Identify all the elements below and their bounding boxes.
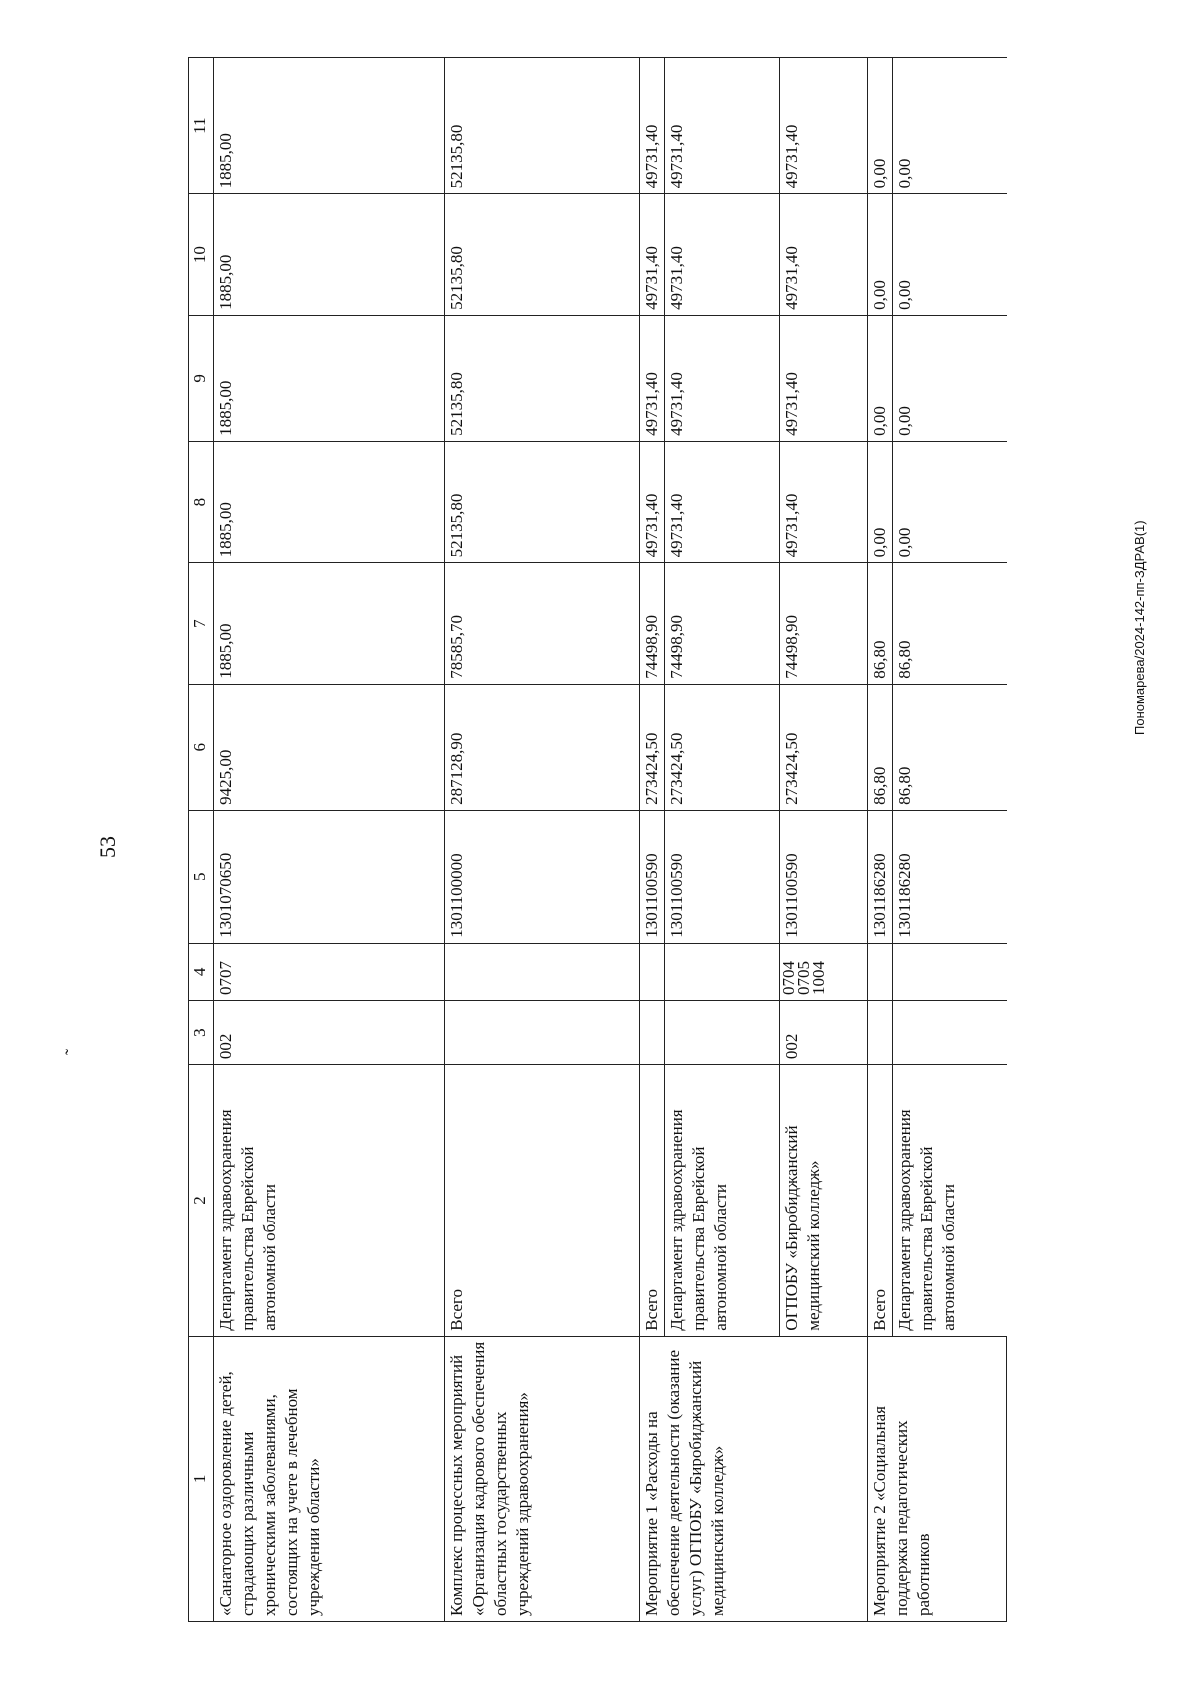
cell-year-value: 86,80 xyxy=(893,563,1007,684)
cell-year-value: 49731,40 xyxy=(665,194,780,315)
cell-year-value: 74498,90 xyxy=(640,563,665,684)
cell-csr: 1301186280 xyxy=(868,810,893,943)
col-header: 9 xyxy=(189,315,214,441)
cell-year-value: 78585,70 xyxy=(445,563,640,684)
cell-grbs xyxy=(893,1001,1007,1065)
cell-year-value: 86,80 xyxy=(868,563,893,684)
cell-csr: 1301186280 xyxy=(893,810,1007,943)
cell-csr: 1301100000 xyxy=(445,810,640,943)
cell-year-value: 1885,00 xyxy=(214,194,445,315)
col-header: 2 xyxy=(189,1065,214,1337)
cell-year-value: 49731,40 xyxy=(665,441,780,562)
cell-rzpr xyxy=(780,943,868,1000)
cell-year-value: 0,00 xyxy=(868,315,893,441)
cell-year-value: 1885,00 xyxy=(214,563,445,684)
cell-year-value: 0,00 xyxy=(893,441,1007,562)
cell-year-value: 74498,90 xyxy=(780,563,868,684)
col-header: 10 xyxy=(189,194,214,315)
cell-total: 86,80 xyxy=(868,684,893,810)
cell-rzpr xyxy=(665,943,780,1000)
cell-csr: 1301100590 xyxy=(665,810,780,943)
cell-year-value: 49731,40 xyxy=(780,315,868,441)
cell-year-value: 0,00 xyxy=(868,441,893,562)
cell-program-name: Комплекс процессных мероприятий «Организация кадрового обеспечения областных государственных учреждений здравоохранения» xyxy=(445,1336,640,1621)
cell-year-value: 49731,40 xyxy=(780,58,868,194)
cell-grbs: 002 xyxy=(780,1001,868,1065)
cell-program-name: Мероприятие 2 «Социальная поддержка педагогических работников xyxy=(868,1336,1007,1621)
cell-year-value: 49731,40 xyxy=(640,441,665,562)
document-footer: Пономарева/2024-142-пп-ЗДРАВ(1) xyxy=(1132,520,1147,735)
cell-total: 9425,00 xyxy=(214,684,445,810)
cell-year-value: 1885,00 xyxy=(214,441,445,562)
header-row xyxy=(189,58,214,1622)
cell-year-value: 49731,40 xyxy=(665,315,780,441)
cell-csr: 1301100590 xyxy=(640,810,665,943)
cell-rzpr xyxy=(893,943,1007,1000)
rzpr-code: 0704 xyxy=(779,961,798,995)
cell-csr: 1301100590 xyxy=(780,810,868,943)
scan-mark: ˜ xyxy=(62,1049,82,1055)
budget-table-container xyxy=(188,57,1007,1622)
cell-year-value: 0,00 xyxy=(893,58,1007,194)
cell-total: 287128,90 xyxy=(445,684,640,810)
cell-executor: Департамент здравоохранения правительства Еврейской автономной области xyxy=(665,1065,780,1337)
col-header: 3 xyxy=(189,1001,214,1065)
cell-executor: Всего xyxy=(868,1065,893,1337)
cell-year-value: 1885,00 xyxy=(214,58,445,194)
cell-csr: 1301070650 xyxy=(214,810,445,943)
cell-total: 273424,50 xyxy=(640,684,665,810)
cell-year-value: 0,00 xyxy=(893,194,1007,315)
page-number: 53 xyxy=(95,836,120,858)
table-row xyxy=(445,58,640,1622)
cell-grbs xyxy=(640,1001,665,1065)
rzpr-code: 1004 xyxy=(809,961,828,995)
rzpr-code: 0705 xyxy=(794,961,813,995)
cell-year-value: 52135,80 xyxy=(445,315,640,441)
cell-executor: Департамент здравоохранения правительства Еврейской автономной области xyxy=(214,1065,445,1337)
cell-executor: Всего xyxy=(640,1065,665,1337)
cell-rzpr: 0707 xyxy=(214,943,445,1000)
cell-year-value: 52135,80 xyxy=(445,194,640,315)
cell-year-value: 1885,00 xyxy=(214,315,445,441)
cell-year-value: 52135,80 xyxy=(445,441,640,562)
cell-year-value: 49731,40 xyxy=(665,58,780,194)
col-header: 11 xyxy=(189,58,214,194)
cell-program-name: Мероприятие 1 «Расходы на обеспечение деятельности (оказание услуг) ОГПОБУ «Биробиджанский медицинский колледж» xyxy=(640,1336,868,1621)
cell-grbs xyxy=(445,1001,640,1065)
cell-total: 86,80 xyxy=(893,684,1007,810)
cell-program-name: «Санаторное оздоровление детей, страдающих различными хроническими заболеваниями, состоящих на учете в лечебном учреждении области» xyxy=(214,1336,445,1621)
cell-grbs: 002 xyxy=(214,1001,445,1065)
cell-year-value: 49731,40 xyxy=(780,194,868,315)
col-header: 6 xyxy=(189,684,214,810)
col-header: 5 xyxy=(189,810,214,943)
cell-grbs xyxy=(665,1001,780,1065)
cell-rzpr xyxy=(868,943,893,1000)
cell-year-value: 49731,40 xyxy=(780,441,868,562)
cell-year-value: 0,00 xyxy=(893,315,1007,441)
col-header: 1 xyxy=(189,1336,214,1621)
cell-executor: Всего xyxy=(445,1065,640,1337)
cell-total: 273424,50 xyxy=(780,684,868,810)
cell-executor: Департамент здравоохранения правительства Еврейской автономной области xyxy=(893,1065,1007,1337)
col-header: 8 xyxy=(189,441,214,562)
cell-year-value: 74498,90 xyxy=(665,563,780,684)
col-header: 4 xyxy=(189,943,214,1000)
col-header: 7 xyxy=(189,563,214,684)
cell-year-value: 49731,40 xyxy=(640,194,665,315)
cell-year-value: 49731,40 xyxy=(640,315,665,441)
cell-year-value: 52135,80 xyxy=(445,58,640,194)
cell-executor: ОГПОБУ «Биробиджанский медицинский колледж» xyxy=(780,1065,868,1337)
table-row xyxy=(868,58,893,1622)
cell-grbs xyxy=(868,1001,893,1065)
table-row xyxy=(214,58,445,1622)
cell-rzpr xyxy=(640,943,665,1000)
budget-table xyxy=(188,57,1007,1622)
cell-year-value: 49731,40 xyxy=(640,58,665,194)
cell-rzpr xyxy=(445,943,640,1000)
cell-total: 273424,50 xyxy=(665,684,780,810)
table-row xyxy=(640,58,665,1622)
cell-year-value: 0,00 xyxy=(868,194,893,315)
cell-year-value: 0,00 xyxy=(868,58,893,194)
